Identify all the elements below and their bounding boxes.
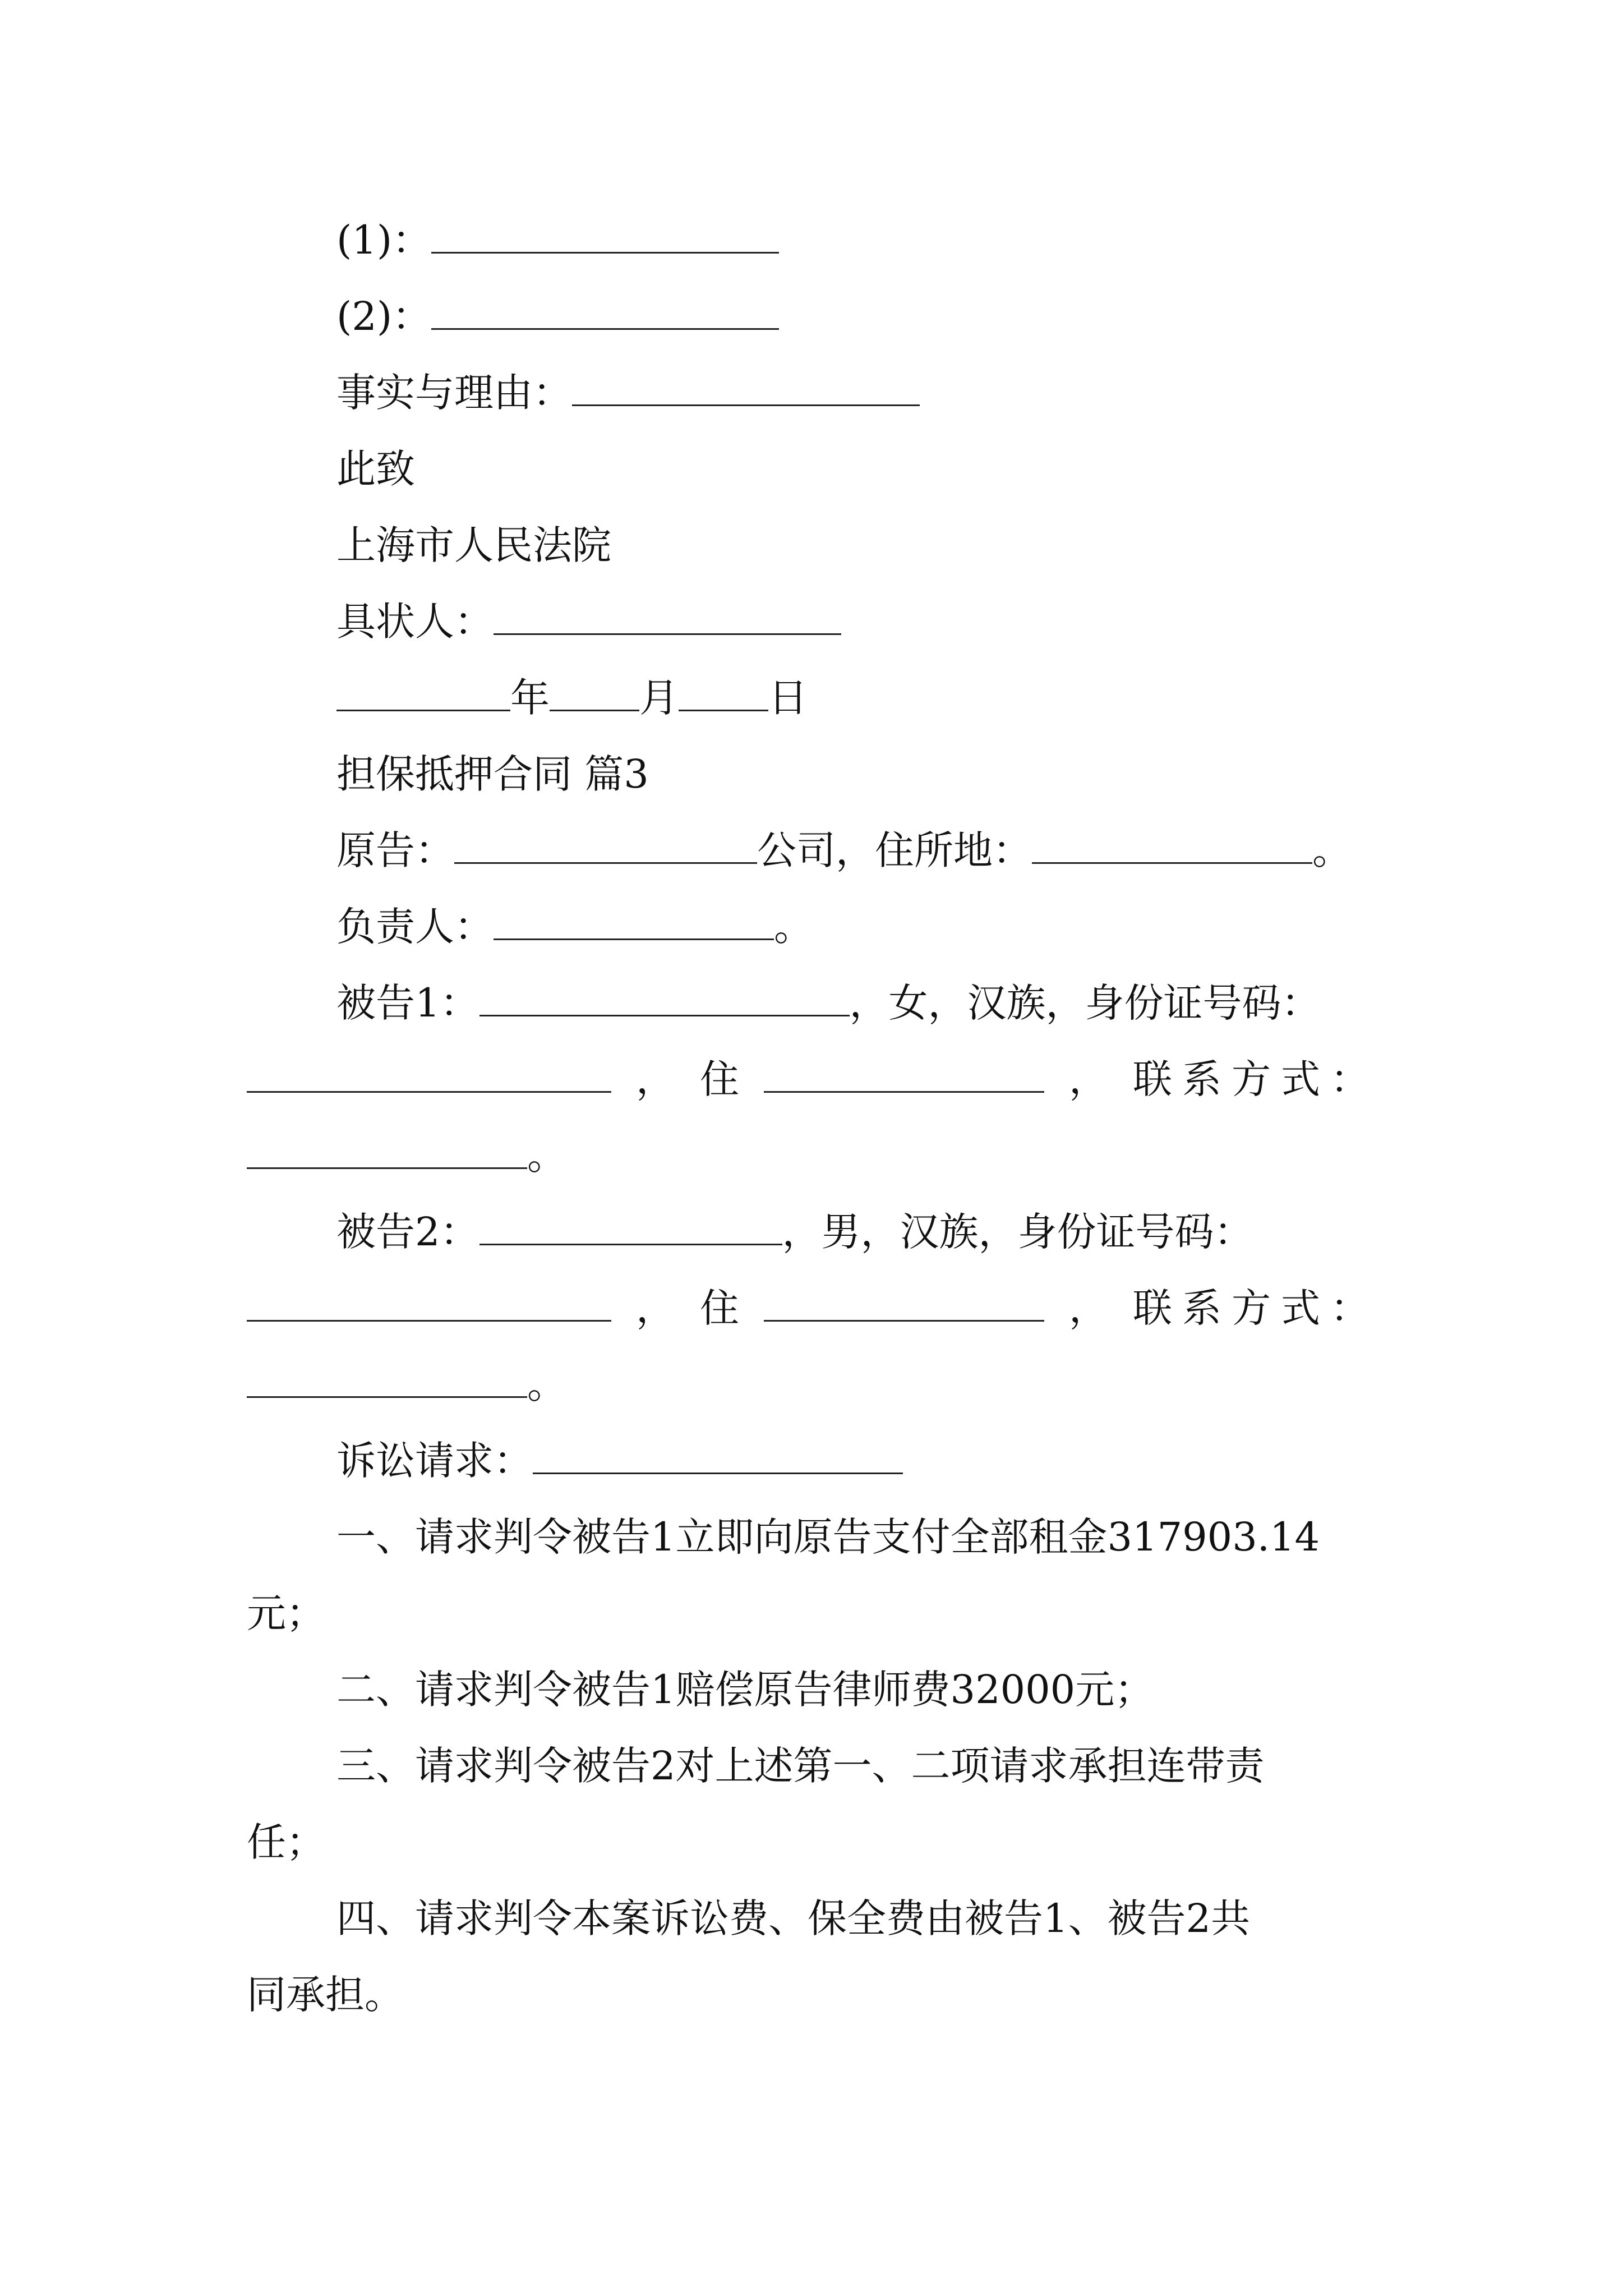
defendant-1-info: ，女，汉族，身份证号码：: [849, 980, 1321, 1026]
item-1-line: [336, 213, 1492, 267]
plaintiff-address-blank: [1032, 829, 1312, 864]
section-title-line: [336, 747, 1492, 801]
year-blank: [336, 676, 510, 711]
claim-1-line-b: [247, 1586, 1402, 1640]
day-label: 日: [768, 675, 808, 721]
claim-1-line-a: [336, 1510, 1492, 1564]
defendant-2-id-blank: [247, 1286, 611, 1322]
defendant-2-contact-label: 联系方式：: [1133, 1285, 1380, 1331]
claim-4-text-a: 四、请求判令本案诉讼费、保全费由被告1、被告2共: [336, 1895, 1251, 1941]
defendant-2-address-label: 住: [700, 1285, 739, 1331]
court-line: [336, 518, 1492, 572]
defendant-1-name-blank: [479, 981, 850, 1016]
section-title: 担保抵押合同 篇3: [336, 751, 649, 797]
item-1-label: (1)：: [336, 217, 432, 263]
year-label: 年: [510, 675, 550, 721]
date-line: [336, 671, 1492, 725]
defendant-2-period: 。: [527, 1361, 566, 1407]
plaintiff-label: 原告：: [336, 827, 454, 873]
facts-line: [336, 366, 1492, 420]
court-name: 上海市人民法院: [336, 522, 611, 568]
claim-1-text-b: 元；: [247, 1590, 325, 1636]
manager-label: 负责人：: [336, 904, 494, 950]
signer-label: 具状人：: [336, 599, 494, 645]
claim-2-line: [336, 1663, 1492, 1717]
item-2-label: (2)：: [336, 293, 432, 339]
manager-blank: [494, 905, 774, 940]
claim-4-text-b: 同承担。: [247, 1972, 404, 2018]
defendant-2-contact-line: [247, 1358, 1402, 1411]
plaintiff-line: [336, 823, 1492, 877]
salutation-line: [336, 442, 1492, 496]
month-blank: [550, 676, 639, 711]
claim-4-line-b: [247, 1968, 1402, 2022]
claim-1-text-a: 一、请求判令被告1立即向原告支付全部租金317903.14: [336, 1514, 1320, 1560]
item-2-line: [336, 289, 1492, 343]
manager-line: [336, 900, 1492, 954]
claims-blank: [533, 1439, 903, 1474]
defendant-1-address-blank: [764, 1057, 1044, 1093]
defendant-1-label: 被告1：: [336, 980, 479, 1026]
defendant-1-address-line: [247, 1052, 1380, 1106]
defendant-1-id-blank: [247, 1057, 611, 1093]
claim-3-line-b: [247, 1815, 1402, 1869]
defendant-2-name-blank: [479, 1210, 782, 1245]
defendant-2-address-line: [247, 1281, 1380, 1335]
item-1-blank: [431, 218, 779, 254]
defendant-1-contact-label: 联系方式：: [1133, 1056, 1380, 1102]
defendant-1-contact-line: [247, 1129, 1402, 1182]
facts-blank: [572, 371, 920, 406]
signer-line: [336, 595, 1492, 648]
defendant-1-line: [336, 976, 1492, 1030]
defendant-1-contact-blank: [247, 1134, 527, 1169]
plaintiff-name-blank: [454, 829, 757, 864]
item-2-blank: [431, 295, 779, 330]
defendant-2-comma-a: ，: [636, 1285, 675, 1331]
month-label: 月: [639, 675, 679, 721]
claim-4-line-a: [336, 1892, 1492, 1945]
claims-line: [336, 1434, 1492, 1488]
defendant-1-address-label: 住: [700, 1056, 739, 1102]
claim-3-text-b: 任；: [247, 1819, 325, 1865]
signer-blank: [494, 600, 841, 635]
defendant-2-contact-blank: [247, 1363, 527, 1398]
plaintiff-period: 。: [1312, 827, 1352, 873]
claim-3-line-a: [336, 1739, 1492, 1793]
defendant-2-label: 被告2：: [336, 1209, 479, 1255]
defendant-2-address-blank: [764, 1286, 1044, 1322]
defendant-2-info: ，男，汉族，身份证号码：: [782, 1209, 1253, 1255]
defendant-2-comma-b: ，: [1069, 1285, 1108, 1331]
defendant-2-line: [336, 1205, 1492, 1259]
manager-period: 。: [774, 904, 813, 950]
defendant-1-period: 。: [527, 1133, 566, 1179]
day-blank: [679, 676, 768, 711]
facts-label: 事实与理由：: [336, 370, 572, 416]
salutation-text: 此致: [336, 446, 415, 492]
defendant-1-comma-b: ，: [1069, 1056, 1108, 1102]
plaintiff-company-text: 公司，住所地：: [757, 827, 1032, 873]
claim-2-text: 二、请求判令被告1赔偿原告律师费32000元；: [336, 1667, 1154, 1713]
defendant-1-comma-a: ，: [636, 1056, 675, 1102]
claim-3-text-a: 三、请求判令被告2对上述第一、二项请求承担连带责: [336, 1743, 1265, 1789]
claims-label: 诉讼请求：: [336, 1438, 533, 1484]
